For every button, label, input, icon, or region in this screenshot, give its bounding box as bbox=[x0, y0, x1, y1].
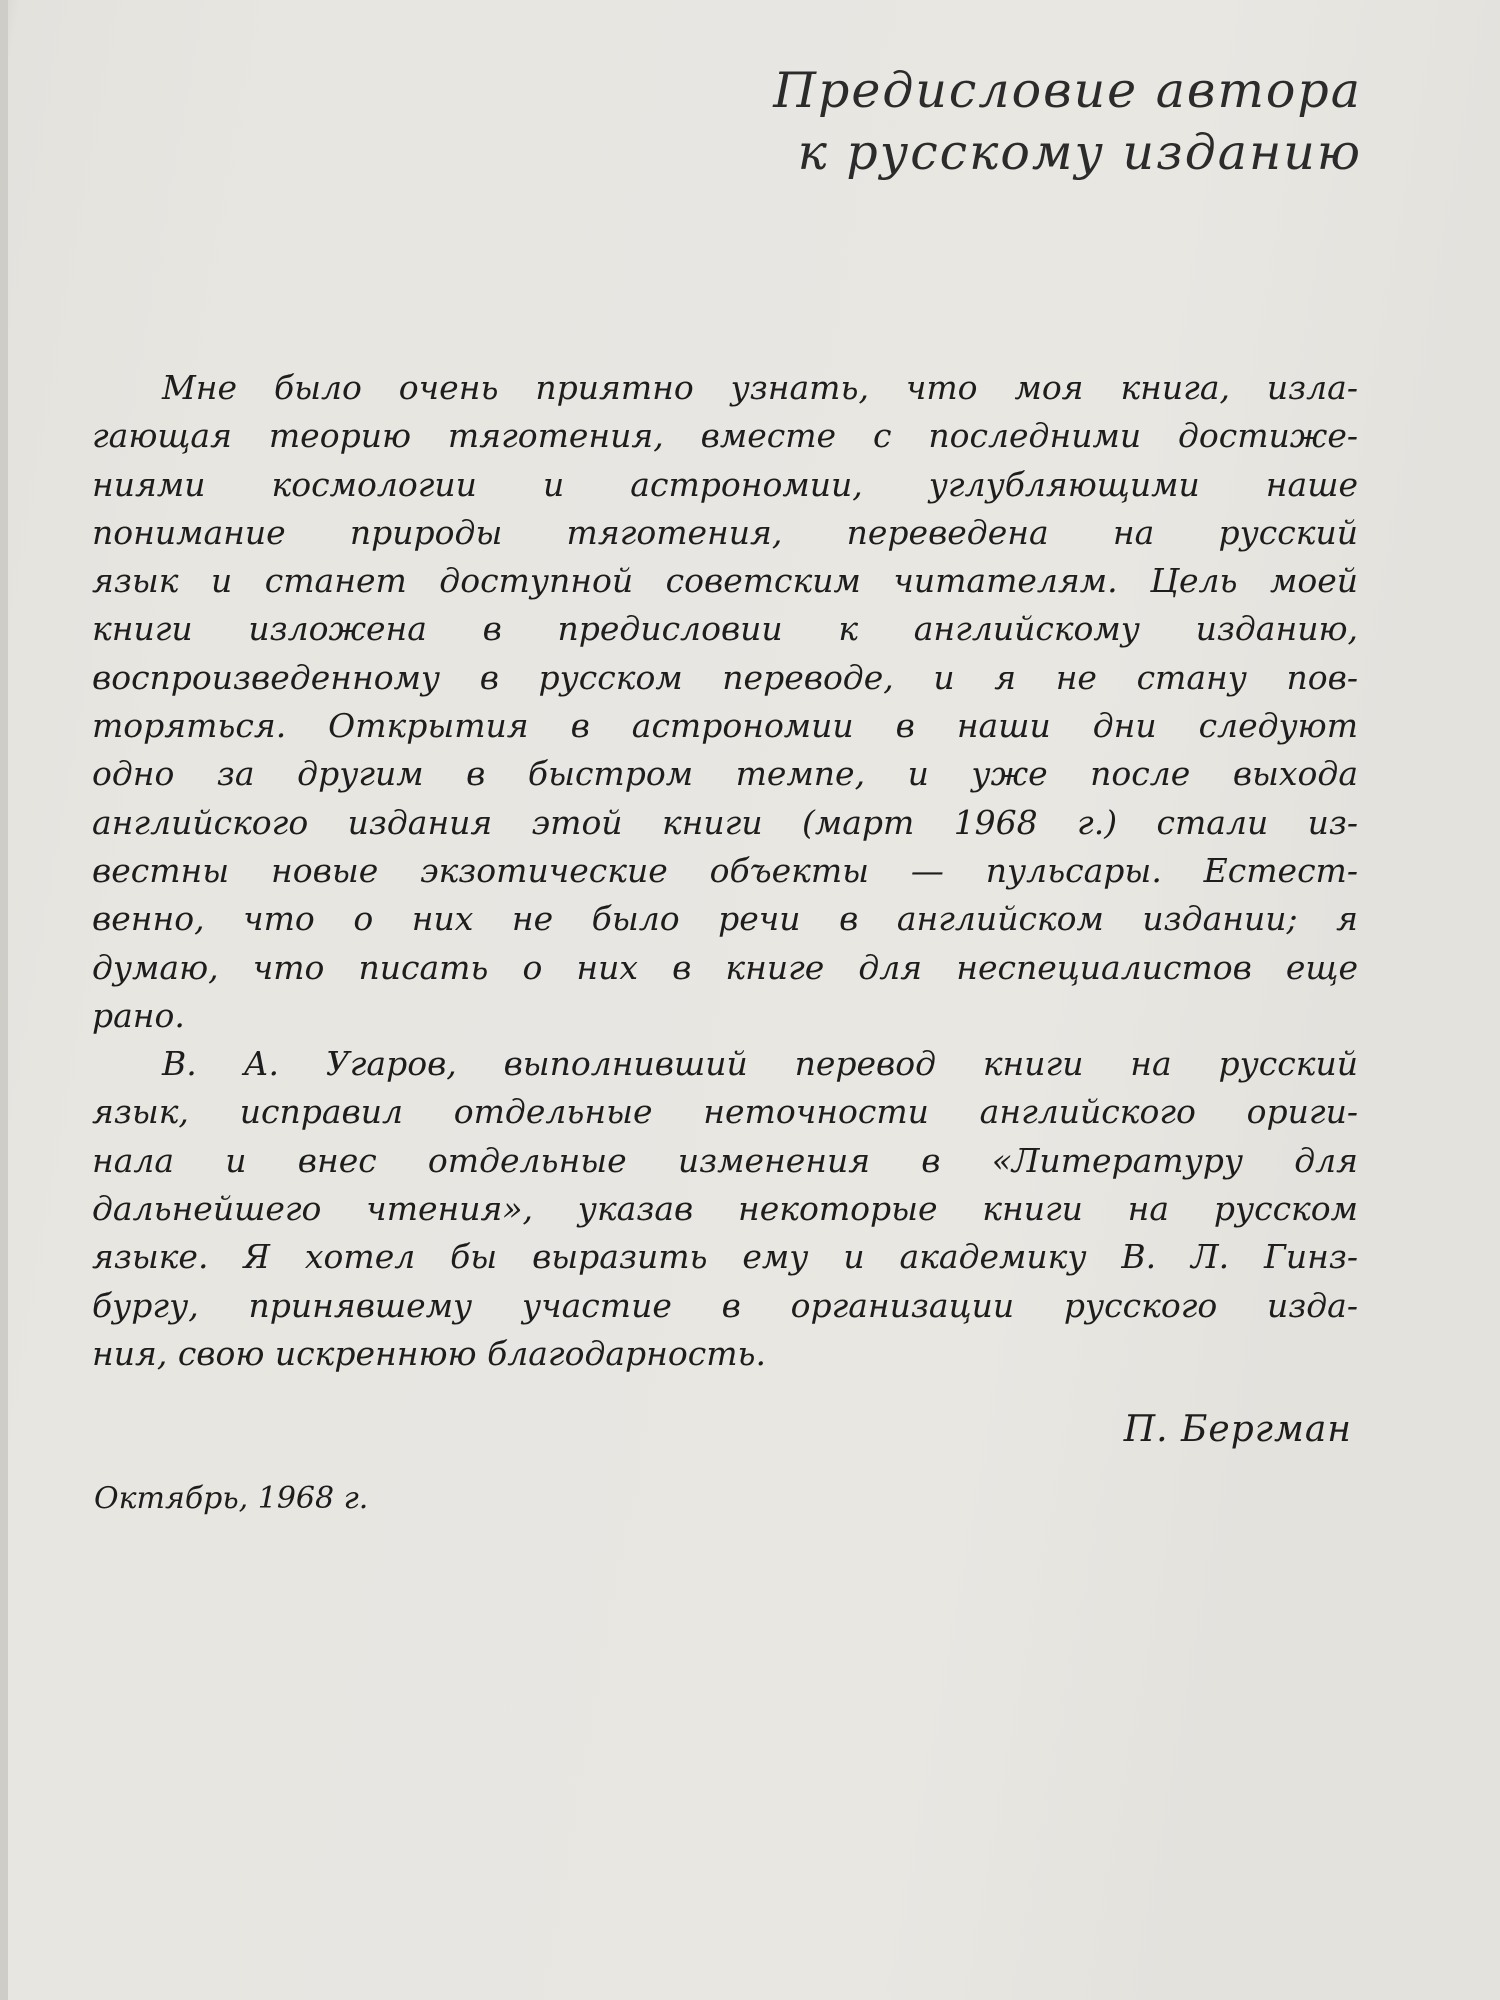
text-line: торяться. Открытия в астрономии в наши дни следуют bbox=[92, 706, 1358, 746]
text-line: гающая теорию тяготения, вместе с последними достиже- bbox=[92, 416, 1358, 456]
page-edge-shadow bbox=[0, 0, 8, 2000]
text-line: язык, исправил отдельные неточности английского ориги- bbox=[92, 1092, 1358, 1132]
text-line: язык и станет доступной советским читателям. Цель моей bbox=[92, 561, 1358, 601]
text-line: нала и внес отдельные изменения в «Литературу для bbox=[92, 1140, 1358, 1180]
text-line: В. А. Угаров, выполнивший перевод книги на русский bbox=[162, 1044, 1358, 1084]
author-signature: П. Бергман bbox=[1123, 1409, 1352, 1450]
text-line: Мне было очень приятно узнать, что моя книга, изла- bbox=[162, 368, 1358, 407]
text-line: понимание природы тяготения, переведена на русский bbox=[92, 512, 1358, 552]
title-line-2: к русскому изданию bbox=[797, 124, 1362, 181]
text-line: рано. bbox=[92, 995, 185, 1035]
preface-date: Октябрь, 1968 г. bbox=[94, 1481, 369, 1516]
page-title bbox=[662, 60, 1362, 184]
text-line: книги изложена в предисловии к английскому изданию, bbox=[92, 609, 1358, 649]
text-line: бургу, принявшему участие в организации русского изда- bbox=[92, 1285, 1358, 1325]
text-line: венно, что о них не было речи в английском издании; я bbox=[92, 899, 1358, 939]
text-line: вестны новые экзотические объекты — пульсары. Естест- bbox=[92, 850, 1358, 890]
text-line: ниями космологии и астрономии, углубляющими наше bbox=[92, 464, 1358, 504]
text-line: дальнейшего чтения», указав некоторые книги на русском bbox=[92, 1189, 1358, 1229]
preface-body bbox=[92, 364, 1358, 1378]
title-line-1: Предисловие автора bbox=[773, 62, 1362, 119]
text-line: языке. Я хотел бы выразить ему и академику В. Л. Гинз- bbox=[92, 1237, 1358, 1277]
text-line: английского издания этой книги (март 1968 г.) стали из- bbox=[92, 802, 1358, 842]
text-line: думаю, что писать о них в книге для неспециалистов еще bbox=[92, 947, 1358, 987]
text-line: ния, свою искреннюю благодарность. bbox=[92, 1333, 767, 1373]
text-line: воспроизведенному в русском переводе, и я не стану пов- bbox=[92, 657, 1358, 697]
text-line: одно за другим в быстром темпе, и уже после выхода bbox=[92, 754, 1358, 794]
